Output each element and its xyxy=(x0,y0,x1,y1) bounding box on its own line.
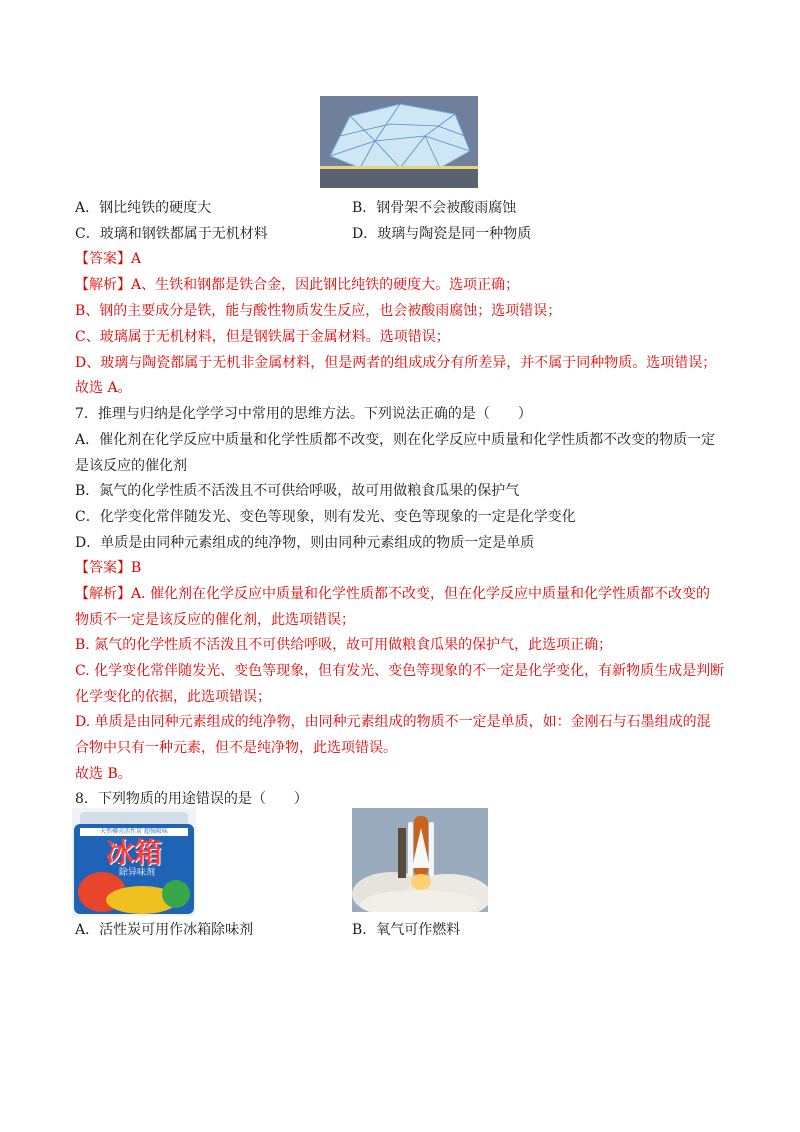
q7-option-line: A．催化剂在化学反应中质量和化学性质都不改变，则在化学反应中质量和化学性质都不改变的物质一定 xyxy=(75,432,716,448)
space-shuttle-photo xyxy=(352,808,488,912)
q6-analysis-line: B、钢的主要成分是铁，能与酸性物质发生反应，也会被酸雨腐蚀；选项错误； xyxy=(75,303,562,319)
stadium-photo xyxy=(320,96,478,188)
fridge-product-subtitle: 除异味剂 xyxy=(118,868,155,878)
q7-conclusion: 故选 B。 xyxy=(75,766,132,782)
q7-analysis-line: 【解析】A. 催化剂在化学反应中质量和化学性质都不改变，但在化学反应中质量和化学性质都不改变的 xyxy=(75,586,711,602)
q7-analysis-line: B. 氮气的化学性质不活泼且不可供给呼吸，故可用做粮食瓜果的保护气，此选项正确； xyxy=(75,637,613,653)
q6-conclusion: 故选 A。 xyxy=(75,380,132,396)
q7-option-line: B．氮气的化学性质不活泼且不可供给呼吸，故可用做粮食瓜果的保护气 xyxy=(75,483,520,499)
q7-option-line: D．单质是由同种元素组成的纯净物，则由同种元素组成的物质一定是单质 xyxy=(75,535,535,551)
q7-option-line: 是该反应的催化剂 xyxy=(75,458,187,474)
q7-option-line: C．化学变化常伴随发光、变色等现象，则有发光、变色等现象的一定是化学变化 xyxy=(75,509,576,525)
q8-stem: 8．下列物质的用途错误的是（ ） xyxy=(75,791,308,807)
q8-option-b: B．氧气可作燃料 xyxy=(352,922,461,938)
q7-analysis-line: C. 化学变化常伴随发光、变色等现象，但有发光、变色等现象的不一定是化学变化，有新物质生成是判断 xyxy=(75,663,725,679)
q6-option-b: B．钢骨架不会被酸雨腐蚀 xyxy=(352,200,517,216)
q7-answer: 【答案】B xyxy=(75,560,142,576)
fridge-product-title: 冰箱 xyxy=(105,836,162,869)
q6-analysis-line: D、玻璃与陶瓷都属于无机非金属材料，但是两者的组成成分有所差异，并不属于同种物质。选项错误； xyxy=(75,355,717,371)
q6-analysis-line: 【解析】A、生铁和钢都是铁合金，因此钢比纯铁的硬度大。选项正确； xyxy=(75,277,520,293)
q6-answer: 【答案】A xyxy=(75,251,142,267)
q6-option-c: C．玻璃和钢铁都属于无机材料 xyxy=(75,226,268,242)
q6-analysis-line: C、玻璃属于无机材料，但是钢铁属于金属材料。选项错误； xyxy=(75,329,450,345)
fridge-product-top-text: 天然椰壳活性炭 超强吸味 xyxy=(100,828,168,835)
q6-option-a: A．钢比纯铁的硬度大 xyxy=(75,200,212,216)
q8-option-a: A．活性炭可用作冰箱除味剂 xyxy=(75,922,254,938)
fridge-deodorant-photo xyxy=(72,808,196,916)
q7-analysis-line: 化学变化的依据，此选项错误； xyxy=(75,689,271,705)
q7-analysis-line: 物质不一定是该反应的催化剂，此选项错误； xyxy=(75,612,355,628)
q7-analysis-line: D. 单质是由同种元素组成的纯净物，由同种元素组成的物质不一定是单质，如：金刚石与石墨组成的混 xyxy=(75,714,711,730)
q7-analysis-line: 合物中只有一种元素，但不是纯净物，此选项错误。 xyxy=(75,740,397,756)
q6-option-d: D．玻璃与陶瓷是同一种物质 xyxy=(352,226,532,242)
q7-stem: 7．推理与归纳是化学学习中常用的思维方法。下列说法正确的是（ ） xyxy=(75,406,532,422)
